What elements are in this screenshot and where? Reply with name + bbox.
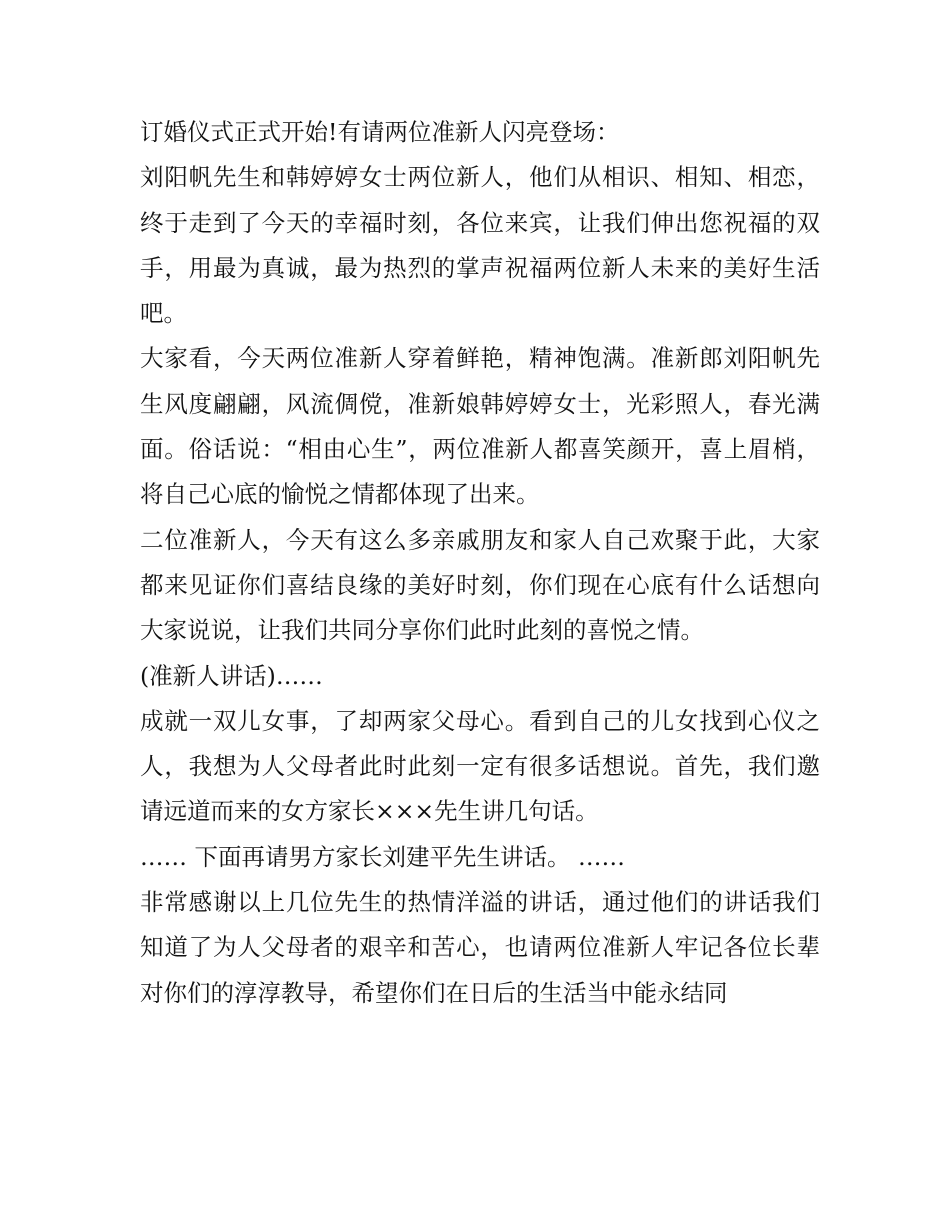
document-body bbox=[140, 110, 820, 1016]
paragraph-thanks: 非常感谢以上几位先生的热情洋溢的讲话，通过他们的讲话我们知道了为人父母者的艰辛和苦心，也请两位准新人牢记各位长辈对你们的淳淳教导，希望你们在日后的生活当中能永结同 bbox=[140, 888, 820, 1007]
paragraph-description: 大家看，今天两位准新人穿着鲜艳，精神饱满。准新郎刘阳帆先生风度翩翩，风流倜傥，准新娘韩婷婷女士，光彩照人，春光满面。俗话说：“相由心生”，两位准新人都喜笑颜开，喜上眉梢，将自己心底的愉悦之情都体现了出来。 bbox=[140, 344, 820, 509]
paragraph-invitation: 二位准新人，今天有这么多亲戚朋友和家人自己欢聚于此，大家都来见证你们喜结良缘的美好时刻，你们现在心底有什么话想向大家说说，让我们共同分享你们此时此刻的喜悦之情。 bbox=[140, 525, 820, 645]
paragraph-introduction: 刘阳帆先生和韩婷婷女士两位新人，他们从相识、相知、相恋，终于走到了今天的幸福时刻，各位来宾，让我们伸出您祝福的双手，用最为真诚，最为热烈的掌声祝福两位新人未来的美好生活吧。 bbox=[140, 163, 820, 328]
paragraph-parents: 成就一双儿女事，了却两家父母心。看到自己的儿女找到心仪之人，我想为人父母者此时此刻一定有很多话想说。首先，我们邀请远道而来的女方家长×××先生讲几句话。 bbox=[140, 706, 820, 826]
paragraph-opening: 订婚仪式正式开始!有请两位准新人闪亮登场： bbox=[140, 118, 620, 146]
paragraph-groom-father: …… 下面再请男方家长刘建平先生讲话。 …… bbox=[140, 842, 625, 871]
paragraph-couple-speech: (准新人讲话)…… bbox=[140, 661, 323, 690]
